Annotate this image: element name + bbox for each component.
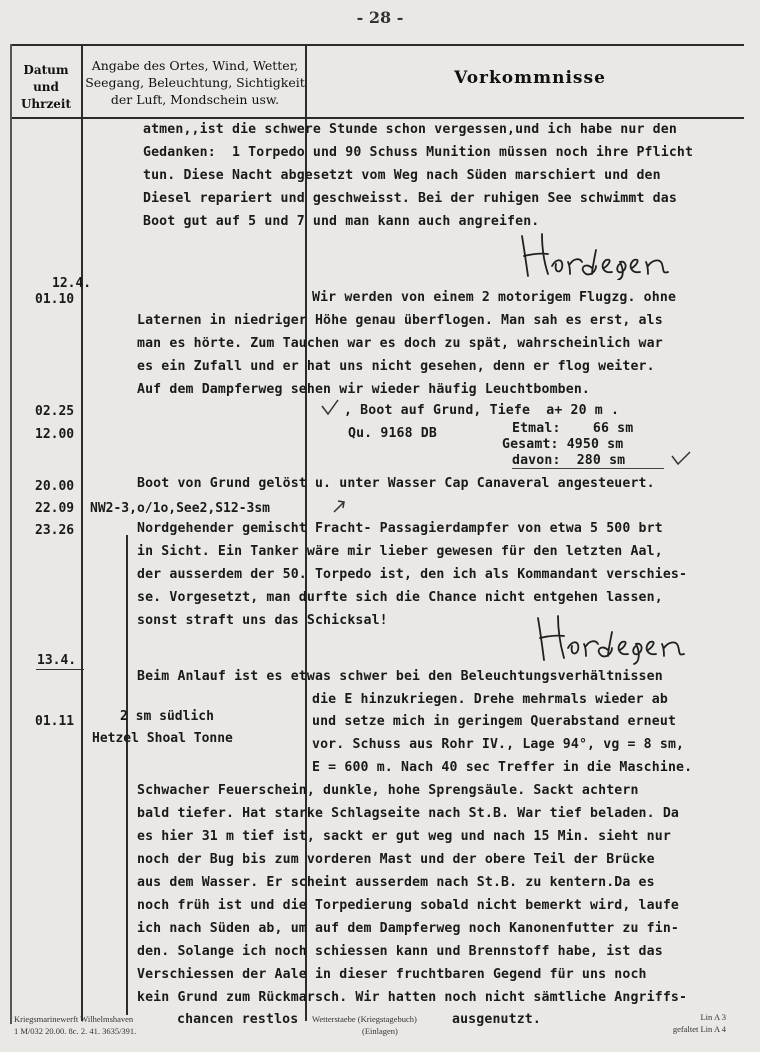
text-line: in Sicht. Ein Tanker wäre mir lieber gewesen für den letzten Aal, [137,544,663,559]
text-line: Diesel repariert und geschweisst. Bei der ruhigen See schwimmt das [143,191,677,206]
time-entry: 02.25 [35,404,75,419]
text-line: Wir werden von einem 2 motorigem Flugzg. ohne [312,290,677,305]
text-line: bald tiefer. Hat starke Schlagseite nach St.B. War tief beladen. Da [137,806,679,821]
sum-underline [512,468,664,469]
text-line: ich nach Süden ab, um auf dem Dampferweg noch Kanonenfutter zu fin- [137,921,679,936]
tick-mark-icon [318,396,342,420]
signature-hardegen [512,228,692,280]
header-location-weather: Angabe des Ortes, Wind, Wetter, Seegang, Beleuchtung, Sichtigkeit der Luft, Mondschein usw. [85,58,305,107]
text-line: se. Vorgesetzt, man durfte sich die Chance nicht entgehen lassen, [137,590,663,605]
text-line: sonst straft uns das Schicksal! [137,613,388,628]
text-line: Qu. 9168 DB [348,426,437,441]
top-rule [10,44,744,46]
text-line: aus dem Wasser. Er scheint ausserdem nach St.B. zu kentern.Da es [137,875,655,890]
text-line: Boot gut auf 5 und 7 und man kann auch angreifen. [143,214,540,229]
header-date-time: Datum und Uhrzeit [20,63,72,111]
text-line: Etmal: 66 sm [512,421,634,436]
text-line: die E hinzukriegen. Drehe mehrmals wieder ab [312,692,668,707]
text-line: tun. Diese Nacht abgesetzt vom Weg nach Süden marschiert und den [143,168,661,183]
date-13-04: 13.4. [37,653,77,668]
left-border [10,44,12,1024]
text-line: Nordgehender gemischt Fracht- Passagierdampfer von etwa 5 500 brt [137,521,663,536]
text-line: vor. Schuss aus Rohr IV., Lage 94°, vg = 8 sm, [312,737,685,752]
text-line: Gesamt: 4950 sm [502,437,624,452]
location-entry: 2 sm südlich [120,709,214,724]
footer-imprint: (Einlagen) [362,1026,398,1036]
text-line: kein Grund zum Rückmarsch. Wir hatten noch nicht sämtliche Angriffs- [137,990,688,1005]
text-line: es ein Zufall und er hat uns nicht gesehen, denn er flog weiter. [137,359,655,374]
text-line: Auf dem Dampferweg sehen wir wieder häufig Leuchtbomben. [137,382,591,397]
text-line: Schwacher Feuerschein, dunkle, hohe Sprengsäule. Sackt achtern [137,783,639,798]
location-entry: Hetzel Shoal Tonne [92,731,233,746]
date-12-04: 12.4. [52,276,92,291]
tick-mark-icon [668,448,694,470]
time-entry: 20.00 [35,479,75,494]
column-divider-1 [81,46,83,1021]
text-line: Verschiessen der Aale in dieser fruchtbaren Gegend für uns noch [137,967,647,982]
arrow-mark-icon [330,496,350,516]
inner-divider [126,535,128,1015]
text-line: ausgenutzt. [452,1012,541,1027]
time-entry: 12.00 [35,427,75,442]
footer-imprint: 1 M/032 20.00. 8c. 2. 41. 3635/391. [14,1026,137,1036]
text-line: und setze mich in geringem Querabstand erneut [312,714,677,729]
text-line: E = 600 m. Nach 40 sec Treffer in die Maschine. [312,760,693,775]
text-line: davon: 280 sm [512,453,626,468]
time-entry: 01.10 [35,292,75,307]
text-line: Gedanken: 1 Torpedo und 90 Schuss Munition müssen noch ihre Pflicht [143,145,694,160]
time-entry: 22.09 [35,501,75,516]
text-line: noch früh ist und die Torpedierung sobald nicht bemerkt wird, laufe [137,898,679,913]
text-line: chancen restlos [177,1012,299,1027]
footer-imprint: gefaltet Lin A 4 [672,1024,726,1034]
text-line: Beim Anlauf ist es etwas schwer bei den Beleuchtungsverhältnissen [137,669,663,684]
text-line: Laternen in niedriger Höhe genau überflogen. Man sah es erst, als [137,313,663,328]
text-line: atmen,,ist die schwere Stunde schon vergessen,und ich habe nur den [143,122,677,137]
text-line: noch der Bug bis zum vorderen Mast und der obere Teil der Brücke [137,852,655,867]
footer-imprint: Lin A 3 [700,1012,726,1022]
page-number: - 28 - [356,8,404,27]
text-line: man es hörte. Zum Tauchen war es doch zu spät, wahrscheinlich war [137,336,663,351]
text-line: , Boot auf Grund, Tiefe a+ 20 m . [344,403,620,418]
footer-imprint: Kriegsmarinewerft Wilhelmshaven [14,1014,134,1024]
text-line: der ausserdem der 50. Torpedo ist, den ich als Kommandant verschies- [137,567,688,582]
time-entry: 01.11 [35,714,75,729]
header-events: Vorkommnisse [454,68,606,88]
text-line: den. Solange ich noch schiessen kann und Brennstoff habe, ist das [137,944,663,959]
header-rule [10,117,744,119]
text-line: es hier 31 m tief ist, sackt er gut weg und nach 15 Min. sieht nur [137,829,671,844]
time-entry: 23.26 [35,523,75,538]
footer-imprint: Wetterstaebe (Kriegstagebuch) [312,1014,417,1024]
text-line: Boot von Grund gelöst u. unter Wasser Cap Canaveral angesteuert. [137,476,655,491]
date-underline [36,669,84,670]
weather-entry: NW2-3,o/1o,See2,S12-3sm [90,501,271,516]
signature-hardegen [528,610,708,666]
